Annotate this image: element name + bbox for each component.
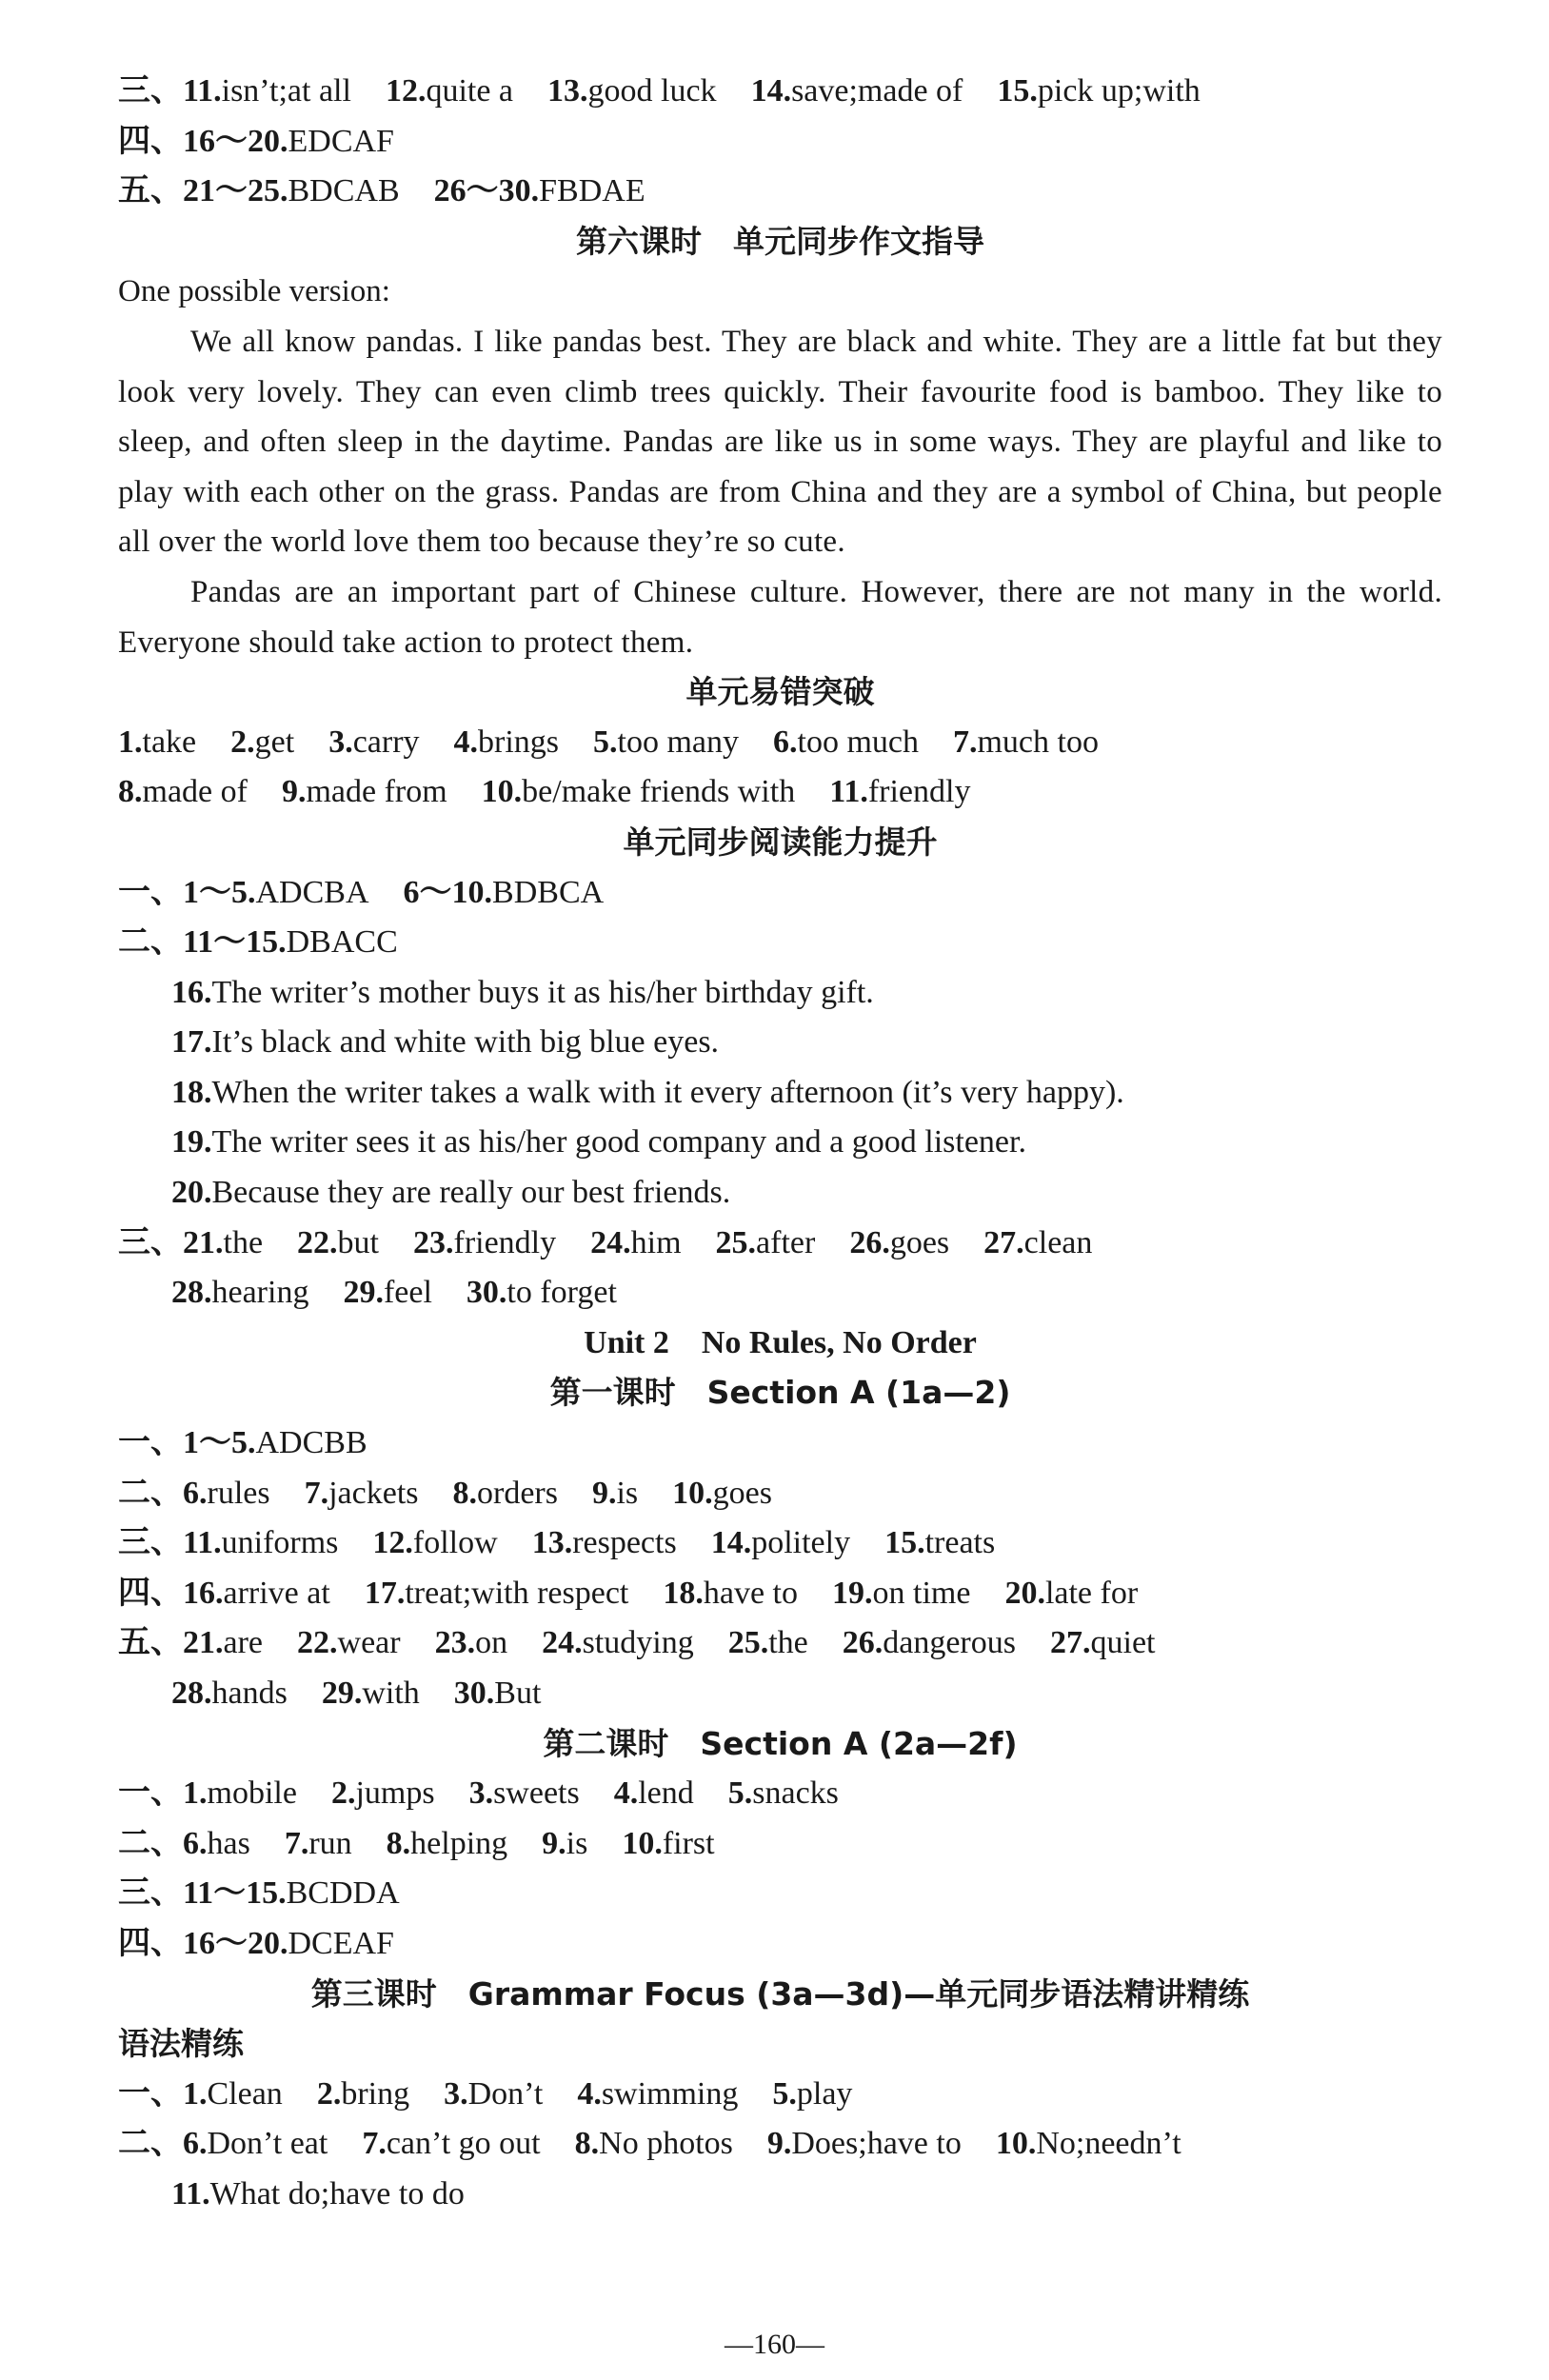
answer-line bbox=[118, 1118, 1442, 1168]
answer-number: 5. bbox=[727, 1775, 753, 1812]
answer-item bbox=[118, 167, 400, 217]
answer-number: 10. bbox=[995, 2126, 1037, 2162]
answer-text: play bbox=[796, 2075, 853, 2112]
answer-text: get bbox=[254, 724, 295, 760]
answer-text: ADCBA bbox=[255, 874, 369, 910]
answer-text: BDBCA bbox=[492, 874, 605, 910]
answer-text: isn’t;at all bbox=[221, 73, 351, 109]
answer-number: 6. bbox=[773, 724, 798, 760]
section-heading: 第六课时 单元同步作文指导 bbox=[576, 222, 984, 260]
answer-item bbox=[331, 1769, 435, 1819]
answer-number: 3. bbox=[328, 724, 353, 760]
answer-number: 25. bbox=[715, 1224, 757, 1260]
answer-text: feel bbox=[383, 1275, 432, 1311]
answer-number: 17. bbox=[171, 1024, 212, 1061]
page-number: —160— bbox=[725, 2329, 824, 2360]
section-heading: 第二课时 Section A (2a—2f) bbox=[543, 1724, 1018, 1762]
answer-number: 一、1. bbox=[118, 2075, 208, 2112]
answer-item bbox=[317, 2070, 409, 2120]
answer-number: 19. bbox=[171, 1124, 212, 1160]
answer-line bbox=[118, 167, 1442, 217]
answer-number: 22. bbox=[297, 1625, 338, 1661]
answer-line bbox=[118, 1418, 1442, 1469]
answer-item bbox=[118, 767, 248, 818]
answer-line bbox=[118, 718, 1442, 768]
answer-number: 26. bbox=[849, 1224, 890, 1260]
answer-item bbox=[171, 968, 874, 1019]
answer-text: with bbox=[362, 1676, 420, 1711]
answer-text: to forget bbox=[506, 1275, 617, 1311]
answer-item bbox=[728, 1769, 839, 1819]
answer-number: 6～10. bbox=[403, 874, 493, 910]
answer-item bbox=[1050, 1618, 1155, 1669]
answer-number: 四、16～20. bbox=[118, 123, 288, 159]
answer-text: wear bbox=[337, 1625, 401, 1661]
answer-item bbox=[672, 1469, 772, 1519]
answer-text: bring bbox=[341, 2075, 410, 2112]
answer-item bbox=[322, 1669, 420, 1719]
answer-item bbox=[118, 1819, 250, 1870]
answer-text: is bbox=[616, 1475, 639, 1511]
answer-number: 10. bbox=[481, 774, 523, 810]
answer-number: 26～30. bbox=[433, 173, 540, 209]
answer-text: swimming bbox=[601, 2075, 739, 2112]
answer-number: 12. bbox=[372, 1525, 413, 1561]
answer-number: 9. bbox=[766, 2126, 792, 2162]
answer-number: 2. bbox=[316, 2075, 342, 2112]
answer-item bbox=[849, 1219, 949, 1269]
answer-number: 16. bbox=[171, 974, 212, 1010]
answer-text: on bbox=[475, 1625, 508, 1661]
section-heading: 第三课时 Grammar Focus (3a—3d)—单元同步语法精讲精练 bbox=[310, 1974, 1250, 2013]
answer-line bbox=[118, 1618, 1442, 1669]
answer-line bbox=[118, 117, 1442, 168]
answer-number: 1. bbox=[118, 724, 143, 760]
answer-number: 12. bbox=[385, 73, 427, 109]
answer-number: 7. bbox=[304, 1475, 329, 1511]
answer-line bbox=[118, 1819, 1442, 1870]
answer-number: 18. bbox=[171, 1074, 212, 1110]
answer-text: No photos bbox=[599, 2126, 733, 2162]
answer-number: 2. bbox=[230, 724, 255, 760]
answer-text: brings bbox=[478, 724, 560, 760]
answer-text: jackets bbox=[328, 1475, 419, 1511]
answer-text: quite a bbox=[426, 73, 514, 109]
answer-text: helping bbox=[410, 1825, 508, 1861]
answer-item bbox=[118, 1569, 330, 1619]
answer-item bbox=[482, 767, 796, 818]
answer-number: 7. bbox=[362, 2126, 387, 2162]
answer-text: Don’t eat bbox=[207, 2126, 328, 2162]
answer-number: 18. bbox=[663, 1575, 704, 1611]
answer-number: 2. bbox=[330, 1775, 356, 1812]
answer-item bbox=[614, 1769, 694, 1819]
answer-item bbox=[297, 1219, 379, 1269]
answer-item bbox=[767, 2119, 962, 2170]
answer-item bbox=[453, 1469, 558, 1519]
answer-text: BCDDA bbox=[286, 1875, 400, 1912]
answer-line bbox=[118, 1869, 1442, 1919]
answer-item bbox=[884, 1518, 995, 1569]
answer-number: 17. bbox=[364, 1575, 406, 1611]
answer-item bbox=[593, 718, 739, 768]
answer-text: treats bbox=[924, 1525, 996, 1561]
answer-item bbox=[413, 1219, 556, 1269]
answer-text: BDCAB bbox=[288, 173, 400, 209]
answer-item bbox=[577, 2070, 738, 2120]
answer-item bbox=[118, 1418, 367, 1469]
answer-item bbox=[282, 767, 447, 818]
answer-number: 8. bbox=[452, 1475, 477, 1511]
answer-item bbox=[711, 1518, 850, 1569]
answer-text: but bbox=[337, 1224, 379, 1260]
answer-number: 27. bbox=[983, 1224, 1024, 1260]
answer-item bbox=[454, 1669, 542, 1719]
answer-item bbox=[171, 2170, 465, 2220]
answer-number: 23. bbox=[413, 1224, 454, 1260]
answer-text: studying bbox=[582, 1625, 694, 1661]
answer-text: jumps bbox=[355, 1775, 435, 1812]
answer-number: 24. bbox=[542, 1625, 583, 1661]
answer-text: has bbox=[207, 1825, 250, 1861]
answer-number: 14. bbox=[710, 1525, 752, 1561]
answer-item bbox=[832, 1569, 970, 1619]
essay-paragraph: We all know pandas. I like pandas best. They are black and white. They are a little fat but they look very lovely. They can even climb trees quickly. Their favourite food is bamboo. They like to sleep, and often sleep in the daytime. Pandas are like us in some ways. They are playful and like to play with each other on the grass. Pandas are from China and they are a symbol of China, but people all over the world love them too because they’re so cute. bbox=[118, 324, 1442, 560]
answer-number: 一、1～5. bbox=[118, 874, 256, 910]
answer-text: late for bbox=[1044, 1575, 1139, 1611]
answer-item bbox=[575, 2119, 733, 2170]
answer-number: 8. bbox=[574, 2126, 600, 2162]
answer-item bbox=[773, 718, 919, 768]
answer-text: have to bbox=[703, 1575, 799, 1611]
answer-line bbox=[118, 968, 1442, 1019]
answer-number: 24. bbox=[590, 1224, 631, 1260]
answer-number: 一、1～5. bbox=[118, 1425, 256, 1461]
answer-item bbox=[362, 2119, 540, 2170]
answer-text: friendly bbox=[867, 774, 971, 810]
answer-item bbox=[542, 1618, 694, 1669]
answer-number: 8. bbox=[386, 1825, 411, 1861]
answer-text: goes bbox=[712, 1475, 772, 1511]
answer-item bbox=[532, 1518, 677, 1569]
answer-text: after bbox=[756, 1224, 816, 1260]
answer-item bbox=[171, 1068, 1124, 1119]
answer-line bbox=[118, 1219, 1442, 1269]
answer-text: made of bbox=[142, 774, 248, 810]
answer-text: are bbox=[223, 1625, 264, 1661]
answer-number: 9. bbox=[542, 1825, 566, 1861]
answer-item bbox=[542, 1819, 587, 1870]
answer-item bbox=[118, 1618, 263, 1669]
answer-number: 23. bbox=[434, 1625, 476, 1661]
answer-text: lend bbox=[638, 1775, 694, 1812]
answer-number: 19. bbox=[832, 1575, 873, 1611]
answer-number: 一、1. bbox=[118, 1775, 208, 1812]
answer-item bbox=[118, 1769, 297, 1819]
answer-number: 30. bbox=[466, 1275, 507, 1311]
answer-line bbox=[118, 1469, 1442, 1519]
answer-text: It’s black and white with big blue eyes. bbox=[211, 1024, 720, 1061]
answer-text: EDCAF bbox=[288, 123, 394, 159]
answer-number: 26. bbox=[842, 1625, 884, 1661]
answer-text: rules bbox=[207, 1475, 270, 1511]
answer-number: 二、6. bbox=[118, 1825, 208, 1861]
answer-text: made from bbox=[306, 774, 447, 810]
answer-text: DCEAF bbox=[288, 1925, 394, 1961]
answer-number: 五、21. bbox=[118, 1625, 224, 1661]
answer-item bbox=[1004, 1569, 1138, 1619]
essay-paragraph: Pandas are an important part of Chinese culture. However, there are not many in the world. Everyone should take action to protect them. bbox=[118, 574, 1442, 660]
answer-item bbox=[996, 2119, 1182, 2170]
answer-number: 29. bbox=[343, 1275, 384, 1311]
answer-item bbox=[171, 1118, 1026, 1168]
answer-number: 三、11. bbox=[118, 1525, 222, 1561]
answer-item bbox=[469, 1769, 580, 1819]
answer-number: 14. bbox=[750, 73, 792, 109]
answer-number: 28. bbox=[171, 1275, 212, 1311]
answer-text: mobile bbox=[207, 1775, 297, 1812]
answer-item bbox=[983, 1219, 1092, 1269]
answer-number: 五、21～25. bbox=[118, 173, 288, 209]
section-heading: Unit 2 No Rules, No Order bbox=[584, 1324, 977, 1360]
answer-text: take bbox=[142, 724, 197, 760]
answer-line bbox=[118, 1518, 1442, 1569]
answer-text: politely bbox=[751, 1525, 851, 1561]
answer-line bbox=[118, 918, 1442, 968]
answer-item bbox=[622, 1819, 714, 1870]
answer-item bbox=[772, 2070, 852, 2120]
answer-item bbox=[118, 1469, 270, 1519]
answer-text: run bbox=[308, 1825, 352, 1861]
answer-number: 7. bbox=[952, 724, 978, 760]
answer-number: 11. bbox=[829, 774, 868, 810]
answer-text: hands bbox=[211, 1676, 288, 1711]
answer-text: snacks bbox=[752, 1775, 839, 1812]
answer-item bbox=[663, 1569, 798, 1619]
answer-text: respects bbox=[572, 1525, 677, 1561]
answer-item bbox=[751, 67, 963, 117]
answer-number: 15. bbox=[997, 73, 1038, 109]
answer-text: goes bbox=[889, 1224, 950, 1260]
answer-text: orders bbox=[477, 1475, 558, 1511]
answer-text: the bbox=[223, 1224, 264, 1260]
answer-item bbox=[372, 1518, 497, 1569]
answer-number: 三、11～15. bbox=[118, 1875, 287, 1912]
answer-number: 4. bbox=[453, 724, 479, 760]
answer-item bbox=[435, 1618, 508, 1669]
answer-item bbox=[328, 718, 419, 768]
answer-number: 28. bbox=[171, 1676, 212, 1711]
answer-number: 二、11～15. bbox=[118, 924, 287, 961]
answer-text: When the writer takes a walk with it every afternoon (it’s very happy). bbox=[211, 1074, 1124, 1110]
answer-text: be/make friends with bbox=[522, 774, 796, 810]
answer-number: 3. bbox=[468, 1775, 494, 1812]
answer-item bbox=[829, 767, 970, 818]
answer-number: 5. bbox=[772, 2075, 797, 2112]
answer-text: dangerous bbox=[883, 1625, 1016, 1661]
answer-line bbox=[118, 1268, 1442, 1319]
answer-text: on time bbox=[872, 1575, 971, 1611]
answer-text: Don’t bbox=[467, 2075, 544, 2112]
answer-number: 15. bbox=[884, 1525, 925, 1561]
answer-item bbox=[118, 2070, 283, 2120]
answer-number: 二、6. bbox=[118, 2126, 208, 2162]
answer-text: friendly bbox=[453, 1224, 557, 1260]
answer-item bbox=[365, 1569, 629, 1619]
answer-line bbox=[118, 2070, 1442, 2120]
answer-text: FBDAE bbox=[539, 173, 645, 209]
answer-item bbox=[467, 1268, 617, 1319]
answer-number: 三、11. bbox=[118, 73, 222, 109]
answer-text: sweets bbox=[493, 1775, 580, 1812]
answer-text: treat;with respect bbox=[405, 1575, 629, 1611]
answer-item bbox=[297, 1618, 401, 1669]
answer-number: 20. bbox=[171, 1175, 212, 1211]
section-heading: 单元同步阅读能力提升 bbox=[623, 823, 938, 861]
answer-text: pick up;with bbox=[1037, 73, 1201, 109]
answer-item bbox=[118, 718, 196, 768]
answer-text: first bbox=[662, 1825, 715, 1861]
answer-item bbox=[343, 1268, 431, 1319]
answer-number: 9. bbox=[591, 1475, 617, 1511]
answer-line bbox=[118, 1569, 1442, 1619]
answer-text: follow bbox=[412, 1525, 498, 1561]
answer-text: quiet bbox=[1090, 1625, 1156, 1661]
answer-number: 四、16. bbox=[118, 1575, 224, 1611]
answer-item bbox=[716, 1219, 816, 1269]
answer-item bbox=[434, 167, 645, 217]
answer-text: arrive at bbox=[223, 1575, 330, 1611]
answer-item bbox=[285, 1819, 352, 1870]
answer-line bbox=[118, 1769, 1442, 1819]
answer-text: Does;have to bbox=[791, 2126, 962, 2162]
section-heading: 单元易错突破 bbox=[685, 673, 875, 711]
answer-item bbox=[843, 1618, 1016, 1669]
answer-item bbox=[454, 718, 560, 768]
answer-text: Because they are really our best friends. bbox=[211, 1175, 731, 1211]
answer-item bbox=[118, 1518, 338, 1569]
answer-text: too many bbox=[617, 724, 739, 760]
answer-line bbox=[118, 1168, 1442, 1219]
section-heading: 第一课时 Section A (1a—2) bbox=[549, 1374, 1011, 1412]
answer-line bbox=[118, 2119, 1442, 2170]
answer-text: much too bbox=[977, 724, 1099, 760]
answer-text: is bbox=[566, 1825, 588, 1861]
answer-number: 25. bbox=[727, 1625, 769, 1661]
answer-item bbox=[997, 67, 1200, 117]
answer-item bbox=[404, 868, 605, 919]
answer-text: the bbox=[768, 1625, 808, 1661]
answer-item bbox=[590, 1219, 681, 1269]
answer-item bbox=[230, 718, 294, 768]
answer-number: 4. bbox=[613, 1775, 639, 1812]
answer-line bbox=[118, 67, 1442, 117]
essay-intro: One possible version: bbox=[118, 274, 390, 309]
answer-item bbox=[118, 117, 394, 168]
answer-item bbox=[953, 718, 1099, 768]
answer-text: What do;have to do bbox=[209, 2175, 465, 2211]
subsection-label: 语法精练 bbox=[118, 2025, 244, 2063]
answer-text: The writer’s mother buys it as his/her birthday gift. bbox=[211, 974, 874, 1010]
answer-text: But bbox=[494, 1676, 542, 1711]
answer-item bbox=[305, 1469, 419, 1519]
answer-item bbox=[118, 868, 369, 919]
answer-text: hearing bbox=[211, 1275, 309, 1311]
answer-text: good luck bbox=[587, 73, 717, 109]
answer-number: 4. bbox=[577, 2075, 602, 2112]
answer-number: 13. bbox=[531, 1525, 573, 1561]
answer-item bbox=[118, 1869, 400, 1919]
answer-item bbox=[547, 67, 717, 117]
answer-number: 3. bbox=[444, 2075, 468, 2112]
answer-item bbox=[171, 1018, 719, 1068]
answer-text: clean bbox=[1023, 1224, 1093, 1260]
answer-line bbox=[118, 868, 1442, 919]
answer-text: ADCBB bbox=[255, 1425, 367, 1461]
answer-number: 三、21. bbox=[118, 1224, 224, 1260]
answer-item bbox=[118, 1919, 394, 1970]
answer-item bbox=[728, 1618, 808, 1669]
answer-number: 27. bbox=[1050, 1625, 1091, 1661]
answer-text: Clean bbox=[207, 2075, 283, 2112]
answer-number: 5. bbox=[593, 724, 618, 760]
answer-line bbox=[118, 1669, 1442, 1719]
answer-number: 22. bbox=[297, 1224, 338, 1260]
answer-text: too much bbox=[797, 724, 919, 760]
answer-number: 10. bbox=[672, 1475, 713, 1511]
answer-number: 二、6. bbox=[118, 1475, 208, 1511]
answer-text: uniforms bbox=[221, 1525, 339, 1561]
answer-number: 7. bbox=[284, 1825, 309, 1861]
answer-item bbox=[118, 918, 398, 968]
answer-text: carry bbox=[352, 724, 420, 760]
answer-number: 四、16～20. bbox=[118, 1925, 288, 1961]
answer-item bbox=[118, 67, 351, 117]
answer-number: 8. bbox=[118, 774, 143, 810]
answer-item bbox=[118, 2119, 328, 2170]
answer-number: 20. bbox=[1004, 1575, 1045, 1611]
answer-line bbox=[118, 2170, 1442, 2220]
answer-number: 9. bbox=[281, 774, 307, 810]
answer-line bbox=[118, 1068, 1442, 1119]
answer-item bbox=[171, 1168, 730, 1219]
answer-item bbox=[118, 1219, 263, 1269]
answer-line bbox=[118, 1018, 1442, 1068]
answer-text: can’t go out bbox=[386, 2126, 541, 2162]
answer-text: DBACC bbox=[286, 924, 398, 961]
answer-item bbox=[171, 1268, 308, 1319]
answer-text: The writer sees it as his/her good company and a good listener. bbox=[211, 1124, 1026, 1160]
answer-line bbox=[118, 767, 1442, 818]
answer-number: 30. bbox=[453, 1676, 495, 1711]
answer-item bbox=[171, 1669, 288, 1719]
answer-line bbox=[118, 1919, 1442, 1970]
answer-item bbox=[592, 1469, 638, 1519]
answer-item bbox=[386, 67, 513, 117]
answer-number: 10. bbox=[622, 1825, 663, 1861]
answer-number: 29. bbox=[321, 1676, 363, 1711]
answer-text: No;needn’t bbox=[1036, 2126, 1182, 2162]
answer-number: 11. bbox=[171, 2175, 210, 2211]
answer-number: 13. bbox=[547, 73, 588, 109]
answer-item bbox=[444, 2070, 543, 2120]
answer-item bbox=[387, 1819, 507, 1870]
answer-text: save;made of bbox=[791, 73, 963, 109]
answer-text: him bbox=[630, 1224, 682, 1260]
